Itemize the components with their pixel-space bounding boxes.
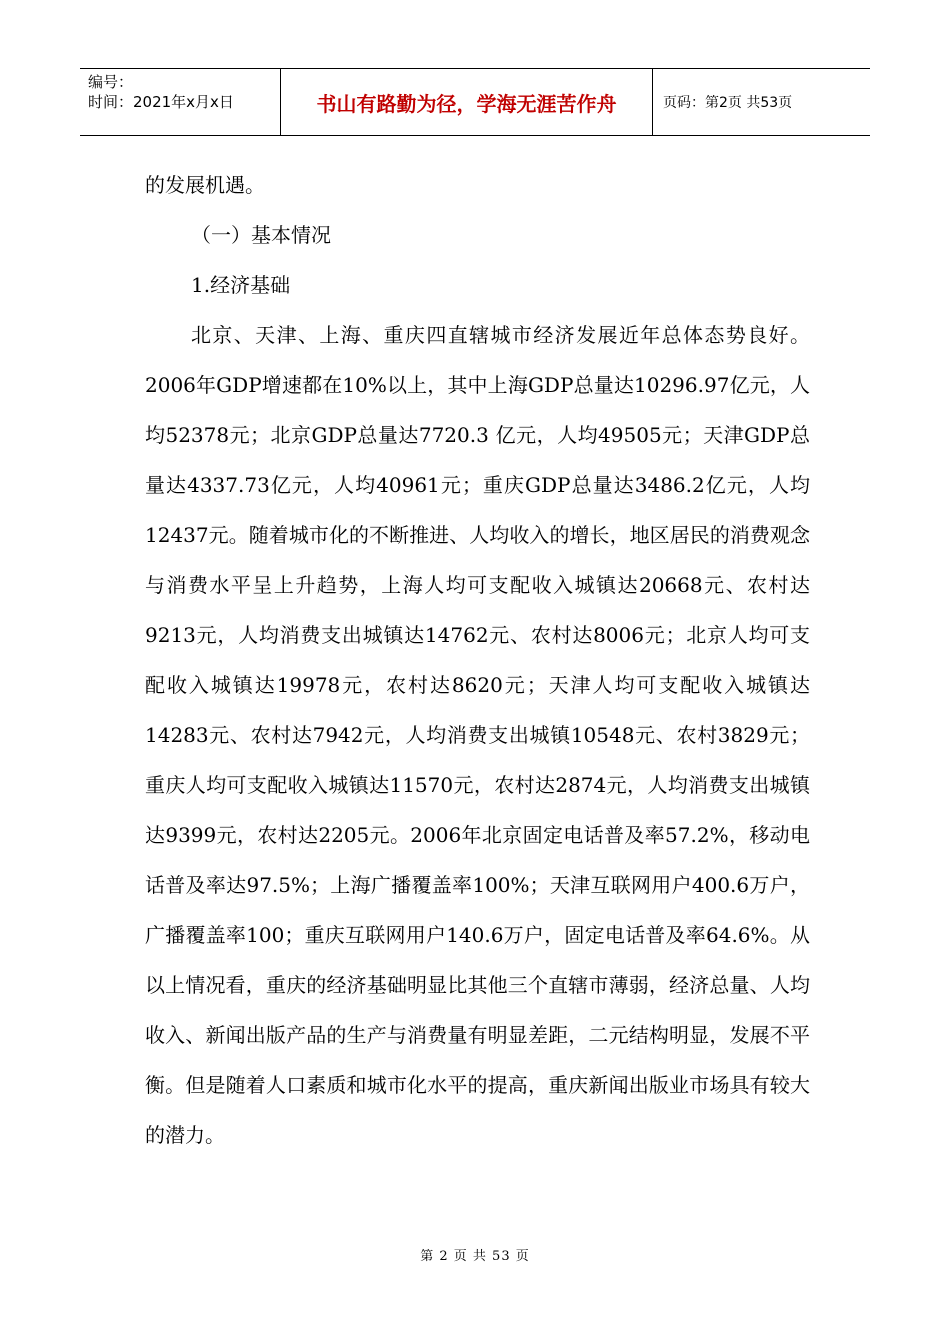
- document-body: [145, 160, 810, 1160]
- body-paragraph: 北京、天津、上海、重庆四直辖城市经济发展近年总体态势良好。2006年GDP增速都在10%以上，其中上海GDP总量达10296.97亿元，人均52378元；北京GDP总量达7720.3 亿元，人均49505元；天津GDP总量达4337.73亿元，人均40961元；重庆GDP总量达3486.2亿元，人均12437元。随着城市化的不断推进、人均收入的增长，地区居民的消费观念与消费水平呈上升趋势，上海人均可支配收入城镇达20668元、农村达9213元，人均消费支出城镇达14762元、农村达8006元；北京人均可支配收入城镇达19978元，农村达8620元；天津人均可支配收入城镇达14283元、农村达7942元，人均消费支出城镇10548元、农村3829元；重庆人均可支配收入城镇达11570元，农村达2874元，人均消费支出城镇达9399元，农村达2205元。2006年北京固定电话普及率57.2%，移动电话普及率达97.5%；上海广播覆盖率100%；天津互联网用户400.6万户，广播覆盖率100；重庆互联网用户140.6万户，固定电话普及率64.6%。从以上情况看，重庆的经济基础明显比其他三个直辖市薄弱，经济总量、人均收入、新闻出版产品的生产与消费量有明显差距，二元结构明显，发展不平衡。但是随着人口素质和城市化水平的提高，重庆新闻出版业市场具有较大的潜力。: [145, 323, 810, 1147]
- subsection-heading: 1.经济基础: [191, 273, 291, 297]
- header-meta: [80, 69, 281, 135]
- header-motto: 书山有路勤为径，学海无涯苦作舟: [281, 69, 653, 135]
- header-page-info: 页码：第2页 共53页: [663, 95, 793, 111]
- document-time-label: 时间：2021年x月x日: [88, 93, 234, 111]
- document-header: [80, 68, 870, 136]
- section-heading: （一）基本情况: [191, 223, 331, 247]
- document-number-label: 编号：: [88, 73, 134, 91]
- page-footer: 第 2 页 共 53 页: [420, 1249, 530, 1264]
- continuation-line: 的发展机遇。: [145, 173, 265, 197]
